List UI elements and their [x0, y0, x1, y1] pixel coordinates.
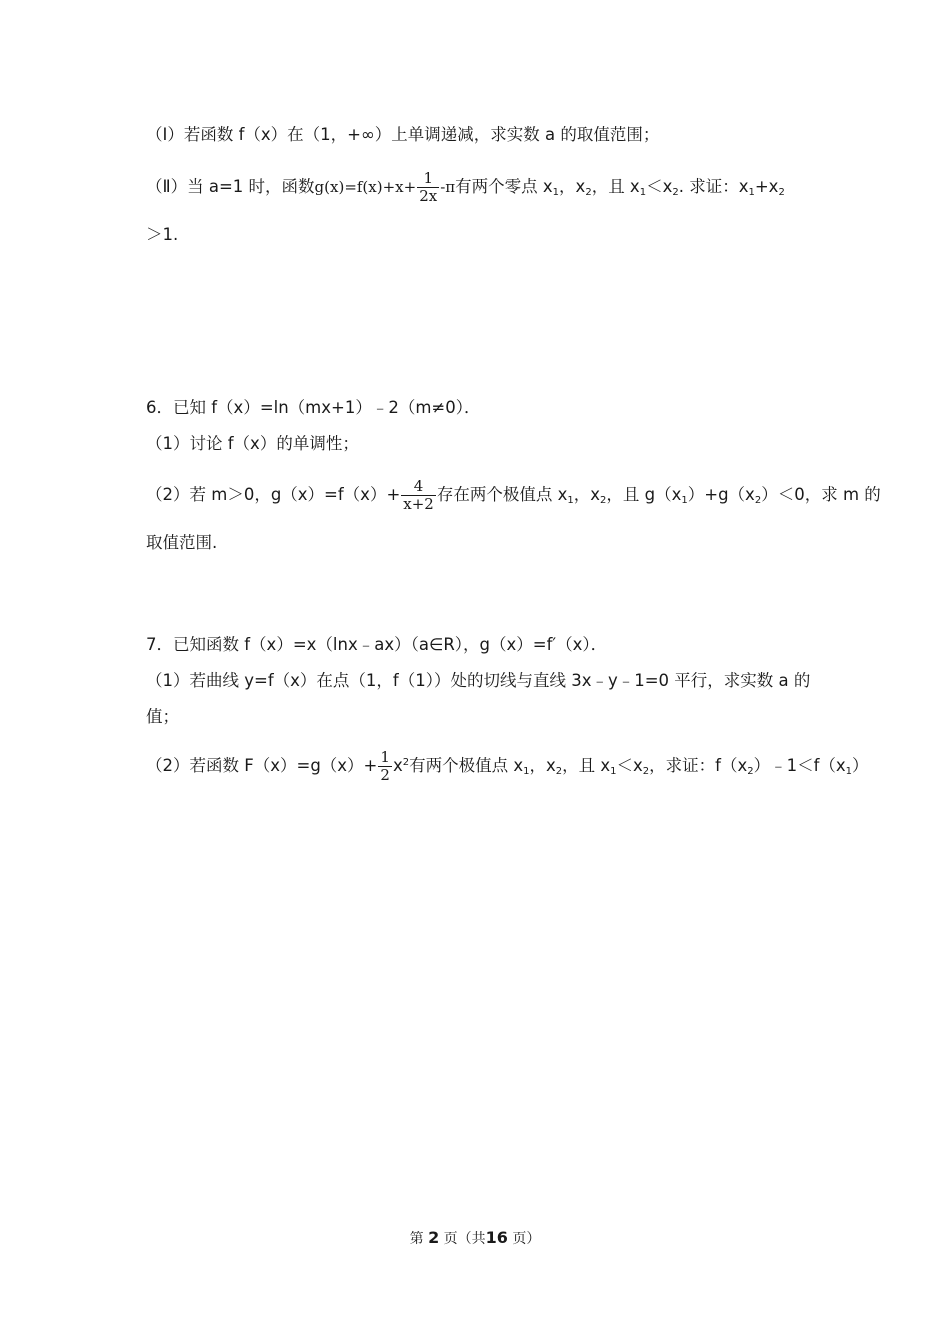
- text-run: ＜x: [616, 756, 643, 775]
- text-run: （2）若 m＞0，g（x）=f（x）+: [146, 485, 401, 504]
- math-expression: g(x)=f(x)+x+: [314, 178, 417, 196]
- text-run: 取值范围.: [146, 533, 218, 552]
- total-pages: 16: [485, 1228, 508, 1247]
- fraction: [378, 749, 392, 784]
- subscript: 1: [845, 766, 853, 777]
- fraction-numerator: 4: [401, 478, 436, 496]
- text-run: . 求证：x: [678, 177, 749, 196]
- problem6-stem: [146, 397, 481, 419]
- problem5-part2: [146, 170, 785, 205]
- fraction-denominator: 2x: [419, 187, 438, 205]
- footer-text: 第: [409, 1231, 424, 1247]
- text-run: 有两个零点 x: [455, 177, 553, 196]
- text-run: （Ⅱ）当 a=1 时，函数: [146, 177, 315, 196]
- subscript: 2: [747, 766, 754, 777]
- subscript: 2: [600, 495, 607, 506]
- text-run: x: [392, 756, 403, 775]
- text-run: 6．已知 f（x）=ln（mx+1）﹣2（m≠0）．: [146, 398, 481, 417]
- text-run: ，求证：f（x: [649, 756, 748, 775]
- text-run: ，且 x: [591, 177, 640, 196]
- text-run: 有两个极值点 x: [409, 756, 524, 775]
- subscript: 1: [567, 495, 574, 506]
- fraction-denominator: 2: [380, 766, 390, 784]
- text-run: ，x: [559, 177, 586, 196]
- subscript: 1: [610, 766, 617, 777]
- subscript: 1: [523, 766, 530, 777]
- text-run: （2）若函数 F（x）=g（x）+: [146, 756, 378, 775]
- subscript: 2: [585, 187, 592, 198]
- problem7-part1-continuation: [146, 706, 179, 728]
- text-run: ＜x: [646, 177, 673, 196]
- superscript: 2: [402, 757, 410, 768]
- math-expression: -π: [440, 178, 456, 196]
- fraction-denominator: x+2: [403, 495, 434, 513]
- text-run: ，且 g（x: [606, 485, 682, 504]
- problem5-part1-text: （Ⅰ）若函数 f（x）在（1，+∞）上单调递减，求实数 a 的取值范围；: [146, 125, 660, 144]
- text-run: ）＜0，求 m 的: [761, 485, 881, 504]
- subscript: 2: [778, 187, 785, 198]
- problem7-part2: [146, 749, 869, 784]
- text-run: （1）若曲线 y=f（x）在点（1，f（1））处的切线与直线 3x﹣y﹣1=0 平行，求实数 a 的: [146, 671, 811, 690]
- problem6-part1: [146, 433, 359, 455]
- text-run: ）+g（x: [687, 485, 755, 504]
- problem7-stem: [146, 634, 607, 656]
- subscript: 1: [748, 187, 755, 198]
- subscript: 1: [639, 187, 647, 198]
- fraction: [417, 170, 439, 205]
- subscript: 2: [672, 187, 679, 198]
- subscript: 1: [552, 187, 560, 198]
- subscript: 2: [555, 766, 563, 777]
- text-run: ）: [852, 756, 869, 775]
- fraction-numerator: 1: [380, 748, 390, 766]
- problem7-part1: [146, 670, 810, 692]
- page-number: 2: [428, 1228, 440, 1247]
- subscript: 2: [642, 766, 650, 777]
- text-run: +x: [754, 177, 779, 196]
- text-run: ，x: [573, 485, 601, 504]
- problem6-part2: [146, 478, 881, 513]
- fraction: [401, 478, 436, 513]
- text-run: （1）讨论 f（x）的单调性；: [146, 434, 359, 453]
- footer-text: 页（共: [443, 1231, 486, 1247]
- text-run: 7．已知函数 f（x）=x（lnx﹣ax）（a∈R），g（x）=f′（x）．: [146, 635, 608, 654]
- subscript: 2: [754, 495, 762, 506]
- page-footer: [0, 1228, 950, 1248]
- text-run: ＞1.: [146, 225, 179, 244]
- text-run: ，x: [529, 756, 556, 775]
- text-run: 存在两个极值点 x: [436, 485, 568, 504]
- problem5-part1: [146, 124, 659, 146]
- subscript: 1: [681, 495, 688, 506]
- text-run: ，且 x: [562, 756, 611, 775]
- problem5-part2-continuation: [146, 224, 178, 246]
- text-run: ）﹣1＜f（x: [753, 756, 846, 775]
- footer-text: 页）: [512, 1231, 541, 1247]
- text-run: 值；: [146, 707, 179, 726]
- problem6-part2-continuation: [146, 532, 217, 554]
- fraction-numerator: 1: [417, 170, 439, 188]
